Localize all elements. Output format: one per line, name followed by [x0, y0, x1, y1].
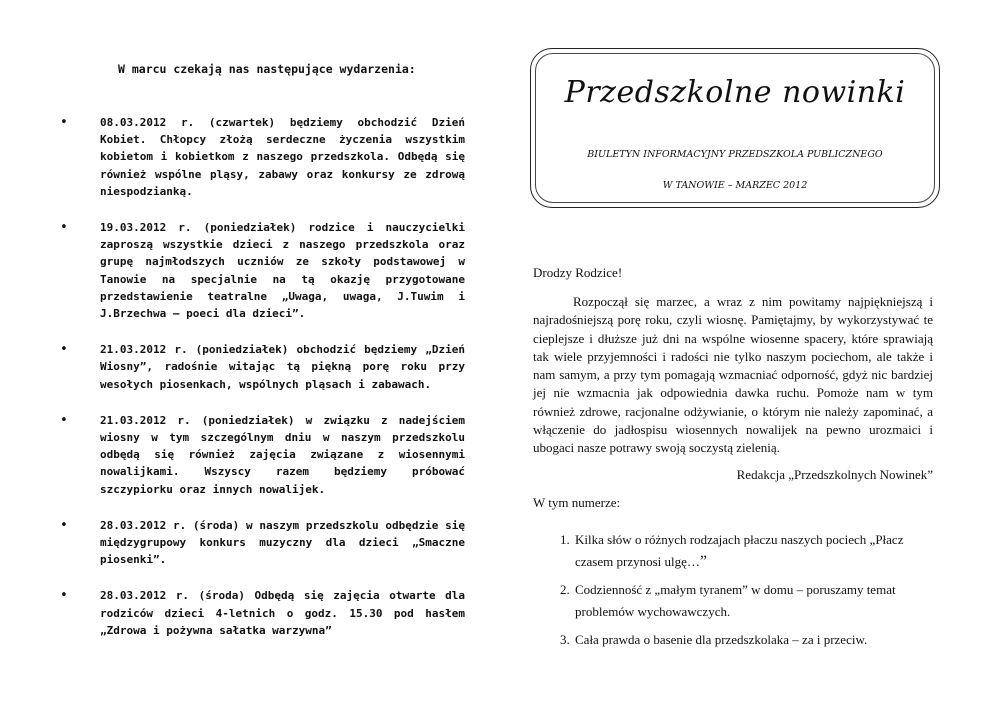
- greeting: Drodzy Rodzice!: [533, 265, 623, 280]
- toc-item: [573, 629, 933, 651]
- toc-item: [573, 529, 933, 573]
- events-heading: W marcu czekają nas następujące wydarzenia:: [118, 62, 416, 76]
- newsletter-title-box: [530, 48, 940, 208]
- toc-item-text: Cała prawda o basenie dla przedszkolaka – za i przeciw.: [575, 631, 868, 647]
- toc-item-text: Kilka słów o różnych rodzajach płaczu naszych pociech „Płacz czasem przynosi ulgę…: [575, 531, 904, 569]
- newsletter-subtitle-line2: W TANOWIE – MARZEC 2012: [662, 180, 808, 191]
- events-column: [60, 62, 465, 658]
- bullet-icon: •: [60, 412, 68, 428]
- toc-item: [573, 579, 933, 623]
- bullet-icon: •: [60, 588, 68, 604]
- event-item: [60, 587, 465, 639]
- event-item: [60, 341, 465, 393]
- toc-list: [533, 529, 933, 651]
- toc-heading: W tym numerze:: [533, 494, 621, 510]
- event-text: 19.03.2012 r. (poniedziałek) rodzice i nauczycielki zaproszą wszystkie dzieci z naszego przedszkola oraz grupę najmłodszych uczniów ze szkoły podstawowej w Tanowie na specjalnie na tą okazję przygotowane przedstawienie teatralne „Uwaga, uwaga, J.Tuwim i J.Brzechwa – poeci dla dzieci”.: [100, 221, 465, 321]
- toc-item-text: Codzienność z „małym tyranem” w domu – poruszamy temat problemów wychowawczych.: [575, 581, 896, 619]
- toc-item-quote: ”: [699, 552, 708, 570]
- newsletter-title: Przedszkolne nowinki: [564, 75, 906, 110]
- letter-column: [533, 265, 933, 657]
- bullet-icon: •: [60, 517, 68, 533]
- event-item: [60, 517, 465, 569]
- event-item: [60, 219, 465, 322]
- events-list: [60, 114, 465, 639]
- bullet-icon: •: [60, 115, 68, 130]
- event-text: 28.03.2012 r. (środa) Odbędą się zajęcia otwarte dla rodziców dzieci 4-letnich o godz. 15.30 pod hasłem „Zdrowa i pożywna sałatka warzywna”: [100, 589, 465, 637]
- newsletter-subtitle-line1: BIULETYN INFORMACYJNY PRZEDSZKOLA PUBLICZNEGO: [587, 149, 883, 160]
- event-text: 21.03.2012 r. (poniedziałek) w związku z nadejściem wiosny w tym szczególnym dniu w naszym przedszkolu odbędą się również zajęcia związane z wiosennymi nowalijkami. Wszyscy razem będziemy próbować szczypiorku oraz innych nowalijek.: [100, 413, 465, 496]
- event-text: 28.03.2012 r. (środa) w naszym przedszkolu odbędzie się międzygrupowy konkurs muzyczny dla dzieci „Smaczne piosenki”.: [100, 518, 465, 567]
- intro-paragraph: Rozpoczął się marzec, a wraz z nim powitamy najpiękniejszą i najradośniejszą porę roku, czyli wiosnę. Pamiętajmy, by wykorzystywać te cieplejsze i dłuższe już dni na wspólne wiosenne spacery, które sprawiają tak wiele przyjemności i radości nie tylko naszym pociechom, ale także i nam samym, a przy tym pomagają wzmacniać odporność, gdyż nic bardziej jej nie wzmacnia jak odpowiednia dawka ruchu. Pomoże nam w tym również zdrowe, racjonalne odżywianie, o którym nie należy zapominać, a włączenie do jadłospisu wiosennych nowalijek na pewno urozmaici i ubogaci nasze potrawy swoją soczystą zielenią.: [533, 294, 933, 456]
- event-item: [60, 114, 465, 200]
- event-text: 21.03.2012 r. (poniedziałek) obchodzić będziemy „Dzień Wiosny”, radośnie witając tą piękną porę roku przy wesołych piosenkach, wspólnych pląsach i zabawach.: [100, 343, 465, 391]
- event-item: [60, 412, 465, 498]
- signature: Redakcja „Przedszkolnych Nowinek”: [736, 466, 933, 482]
- bullet-icon: •: [60, 342, 68, 358]
- event-text: 08.03.2012 r. (czwartek) będziemy obchodzić Dzień Kobiet. Chłopcy złożą serdeczne życzenia wszystkim kobietom i kobietkom z naszego przedszkola. Odbędą się również wspólne pląsy, zabawy oraz konkursy ze zdrową niespodzianką.: [100, 116, 465, 198]
- bullet-icon: •: [60, 220, 68, 236]
